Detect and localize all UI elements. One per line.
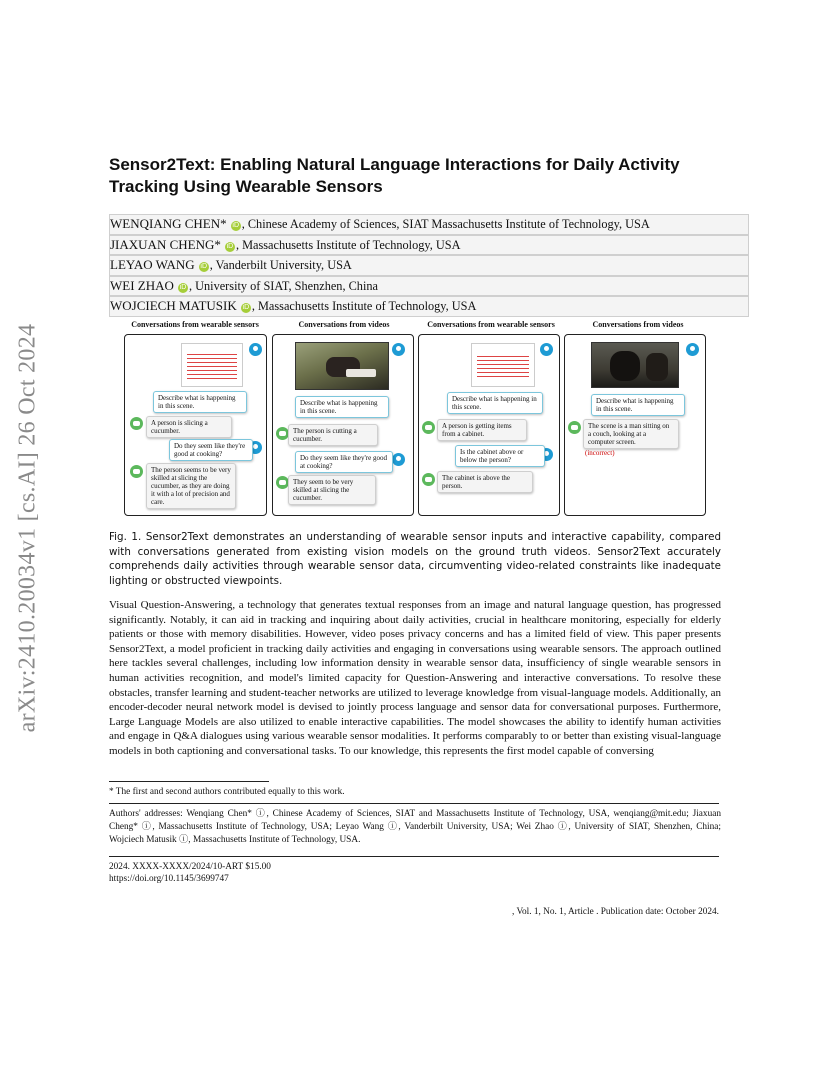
bot-answer: A person is getting items from a cabinet. <box>437 419 527 441</box>
figure-caption: Fig. 1. Sensor2Text demonstrates an understanding of wearable sensor inputs and interactive capability, compared with conversations generated from existing vision models on the ground truth videos. Sensor2Text accurately comprehends daily activities through wearable sensor data, circumventing video-related constraints like inadequate lighting or obstructed viewpoints. <box>109 531 721 587</box>
figure-1 <box>122 320 706 515</box>
doi-link[interactable]: https://doi.org/10.1145/3699747 <box>109 874 229 885</box>
author-name: WEI ZHAO <box>110 277 174 293</box>
abstract: Visual Question-Answering, a technology that generates textual responses from an image and natural language question, has progressed significantly. Notably, it can aid in tracking and inquiring about daily activities, crucial in healthcare monitoring, especially for elderly patients or those with memory disabilities. However, video poses privacy concerns and has a limited field of view. This paper presents Sensor2Text, a model proficient in tracking daily activities and engaging in conversations using wearable sensors. The approach outlined here tackles several challenges, including low information density in wearable sensor data, insufficiency of single wearable sensors in human activities recognition, and model's limited capacity for Question-Answering and interactive conversations. To resolve these obstacles, transfer learning and student-teacher networks are utilized to leverage knowledge from visual-language models. Additionally, an encoder-decoder neural network model is devised to jointly process language and sensor data for conversational purposes. Furthermore, Large Language Models are also utilized to enable interactive capabilities. The model showcases the ability to identify human activities and engage in Q&A dialogues using various wearable sensor modalities. It performs comparably to or better than existing visual-language models in both captioning and conversational tasks. To our knowledge, this represents the first model capable of conversing <box>109 599 721 757</box>
author-name: WOJCIECH MATUSIK <box>110 298 237 314</box>
bot-answer: The scene is a man sitting on a couch, looking at a computer screen. <box>583 419 679 449</box>
panel-header-sensors-1: Conversations from wearable sensors <box>131 320 259 329</box>
panel-video-conversation-2 <box>564 334 706 516</box>
user-avatar-icon <box>392 453 405 466</box>
orcid-icon[interactable]: iD <box>242 304 250 312</box>
orcid-icon[interactable]: iD <box>232 222 240 229</box>
user-question: Describe what is happening in this scene. <box>591 394 685 416</box>
panel-header-videos-1: Conversations from videos <box>298 320 390 329</box>
bot-answer: The person is cutting a cucumber. <box>288 424 378 446</box>
user-avatar-icon <box>392 343 405 356</box>
sensor-data-image <box>471 343 535 387</box>
orcid-icon[interactable]: iD <box>200 263 208 271</box>
bot-avatar-icon <box>130 465 143 478</box>
orcid-icon[interactable]: iD <box>226 242 234 250</box>
author-affiliation: , Massachusetts Institute of Technology, USA <box>251 299 477 314</box>
article-meta <box>109 861 721 886</box>
author-name: WENQIANG CHEN* <box>110 216 227 231</box>
arxiv-id: arXiv:2410.20034v1 [cs.AI] 26 Oct 2024 <box>14 323 41 733</box>
user-avatar-icon <box>540 343 553 356</box>
panel-header-videos-2: Conversations from videos <box>592 320 684 329</box>
author-affiliation: , Chinese Academy of Sciences, SIAT Massachusetts Institute of Technology, USA <box>241 217 650 231</box>
paper-title: Sensor2Text: Enabling Natural Language Interactions for Daily Activity Tracking Using Wearable Sensors <box>109 155 680 196</box>
author-affiliation: , Massachusetts Institute of Technology, USA <box>235 237 461 252</box>
arxiv-stamp <box>8 298 48 758</box>
bot-avatar-icon <box>130 417 143 430</box>
author-affiliation: , Vanderbilt University, USA <box>209 258 352 273</box>
panel-sensor-conversation-1 <box>124 334 267 516</box>
author-name: JIAXUAN CHENG* <box>110 236 221 252</box>
video-frame-image <box>591 342 679 388</box>
user-question: Do they seem like they're good at cooking? <box>169 439 253 461</box>
user-question: Describe what is happening in this scene. <box>153 391 247 413</box>
author-4 <box>109 276 749 297</box>
author-2 <box>109 235 749 256</box>
author-1 <box>109 214 749 235</box>
author-name: LEYAO WANG <box>110 257 195 273</box>
bot-answer: The cabinet is above the person. <box>437 471 533 493</box>
copyright-line: 2024. XXXX-XXXX/2024/10-ART $15.00 <box>109 862 271 872</box>
incorrect-label: (incorrect) <box>585 449 615 457</box>
panel-video-conversation-1 <box>272 334 414 516</box>
video-frame-image <box>295 342 389 390</box>
bot-answer: The person seems to be very skilled at slicing the cucumber, as they are doing it with a lot of precision and care. <box>146 463 236 509</box>
doi-rule <box>109 856 719 857</box>
bot-avatar-icon <box>422 473 435 486</box>
address-rule <box>109 803 719 804</box>
user-question: Is the cabinet above or below the person? <box>455 445 545 467</box>
bot-answer: A person is slicing a cucumber. <box>146 416 232 438</box>
user-avatar-icon <box>249 343 262 356</box>
sensor-data-image <box>181 343 243 387</box>
bot-avatar-icon <box>422 421 435 434</box>
user-question: Do they seem like they're good at cooking? <box>295 451 393 473</box>
publication-info: , Vol. 1, No. 1, Article . Publication date: October 2024. <box>511 907 719 917</box>
user-avatar-icon <box>686 343 699 356</box>
author-3 <box>109 255 749 276</box>
bot-avatar-icon <box>568 421 581 434</box>
panel-sensor-conversation-2 <box>418 334 560 516</box>
author-affiliation: , University of SIAT, Shenzhen, China <box>188 278 378 293</box>
orcid-icon[interactable]: iD <box>179 283 187 291</box>
footnote: * The first and second authors contributed equally to this work. <box>109 787 345 797</box>
user-question: Describe what is happening in this scene. <box>447 392 543 414</box>
author-5 <box>109 296 749 317</box>
panel-header-sensors-2: Conversations from wearable sensors <box>427 320 555 329</box>
bot-answer: They seem to be very skilled at slicing the cucumber. <box>288 475 376 505</box>
user-question: Describe what is happening in this scene. <box>295 396 389 418</box>
author-list <box>109 214 749 317</box>
footnote-rule <box>109 781 269 782</box>
author-addresses: Authors' addresses: Wenqiang Chen* ⓘ, Chinese Academy of Sciences, SIAT and Massachusetts Institute of Technology, USA, wenqiang@mit.edu; Jiaxuan Cheng* ⓘ, Massachusetts Institute of Technology, USA; Leyao Wang ⓘ, Vanderbilt University, USA; Wei Zhao ⓘ, University of SIAT, Shenzhen, China; Wojciech Matusik ⓘ, Massachusetts Institute of Technology, USA. <box>109 809 721 845</box>
